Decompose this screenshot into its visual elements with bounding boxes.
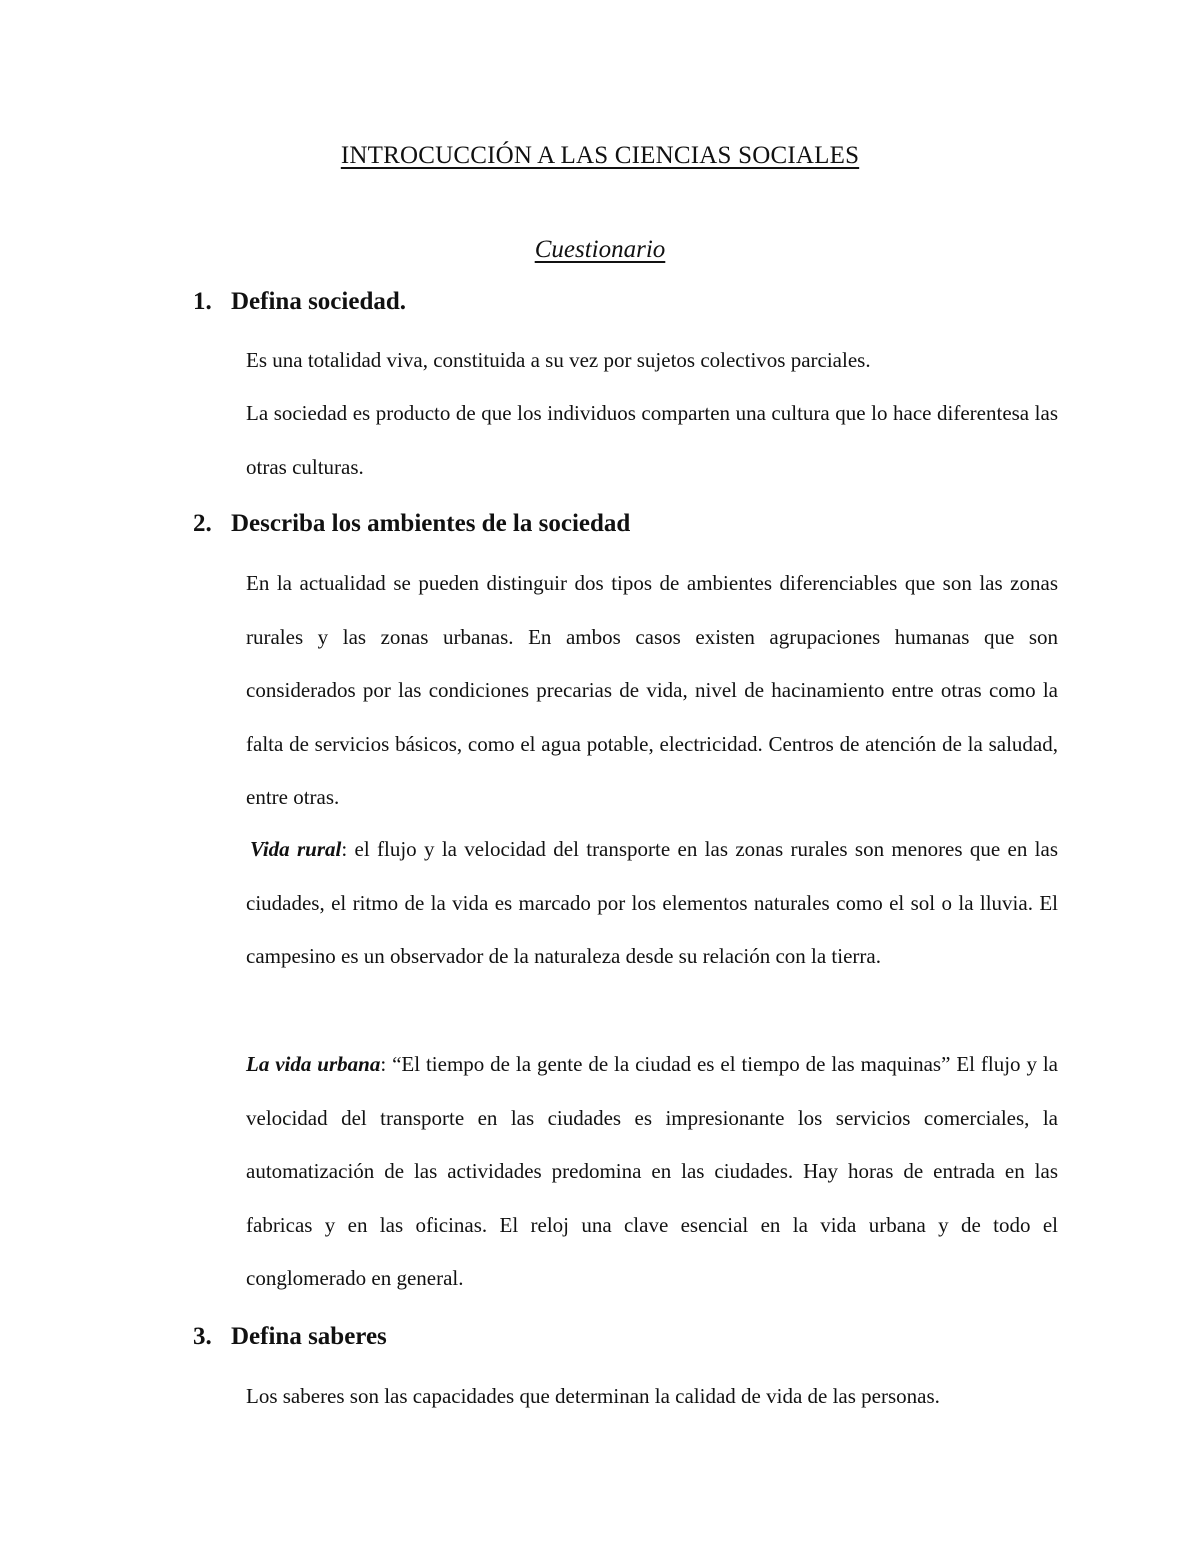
- question-1-number: 1.: [193, 288, 212, 315]
- question-2-title: Describa los ambientes de la sociedad: [231, 510, 631, 537]
- question-3-heading: [193, 1323, 387, 1351]
- question-1-paragraph-1: Es una totalidad viva, constituida a su vez por sujetos colectivos parciales.: [246, 348, 871, 372]
- question-3-number: 3.: [193, 1323, 212, 1350]
- question-1-paragraph-2: La sociedad es producto de que los individuos comparten una cultura que lo hace diferentesa las otras culturas.: [246, 401, 1058, 479]
- question-1-heading: [193, 288, 406, 316]
- document-title: INTROCUCCIÓN A LAS CIENCIAS SOCIALES: [340, 142, 860, 169]
- question-1-title: Defina sociedad.: [231, 288, 406, 315]
- document-subtitle: Cuestionario: [534, 236, 666, 263]
- question-2-number: 2.: [193, 510, 212, 537]
- question-2-paragraph-1: En la actualidad se pueden distinguir dos tipos de ambientes diferenciables que son las zonas rurales y las zonas urbanas. En ambos casos existen agrupaciones humanas que son considerados por las condiciones precarias de vida, nivel de hacinamiento entre otras como la falta de servicios básicos, como el agua potable, electricidad. Centros de atención de la saludad, entre otras.: [246, 571, 1058, 809]
- vida-urbana-label: La vida urbana: [246, 1052, 381, 1076]
- question-2-vida-rural-paragraph: [246, 823, 1058, 984]
- question-2-vida-urbana-paragraph: [246, 1038, 1058, 1306]
- question-2-heading: [193, 510, 630, 538]
- question-3-title: Defina saberes: [231, 1323, 387, 1350]
- vida-rural-text: : el flujo y la velocidad del transporte en las zonas rurales son menores que en las ciudades, el ritmo de la vida es marcado por los elementos naturales como el sol o la lluvia. El campesino es un observador de la naturaleza desde su relación con la tierra.: [246, 837, 1058, 968]
- vida-urbana-text: : “El tiempo de la gente de la ciudad es el tiempo de las maquinas” El flujo y la velocidad del transporte en las ciudades es impresionante los servicios comerciales, la automatización de las actividades predomina en las ciudades. Hay horas de entrada en las fabricas y en las oficinas. El reloj una clave esencial en la vida urbana y de todo el conglomerado en general.: [246, 1052, 1059, 1290]
- question-3-paragraph-1: Los saberes son las capacidades que determinan la calidad de vida de las personas.: [246, 1384, 940, 1408]
- vida-rural-label: Vida rural: [250, 837, 342, 861]
